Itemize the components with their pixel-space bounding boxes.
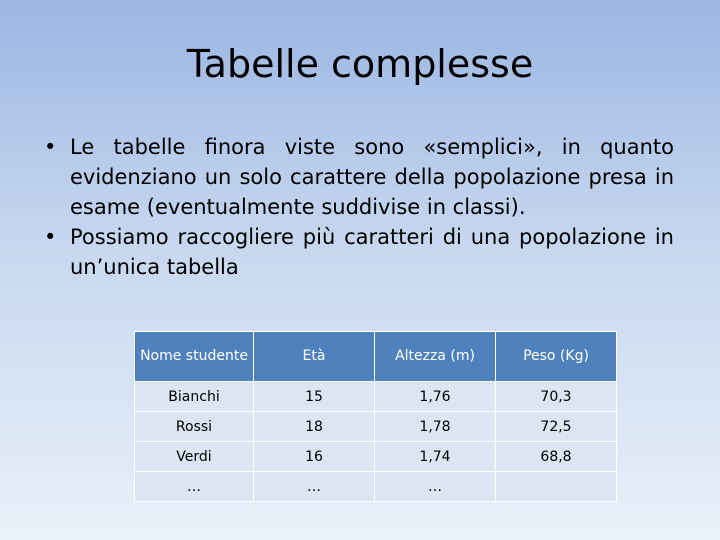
table-row	[135, 382, 617, 412]
table-cell: 70,3	[496, 382, 617, 412]
table-cell: 16	[254, 442, 375, 472]
header-altezza: Altezza (m)	[375, 332, 496, 382]
student-table	[134, 331, 617, 502]
slide-title: Tabelle complesse	[186, 42, 534, 86]
table-cell: Verdi	[135, 442, 254, 472]
header-peso: Peso (Kg)	[496, 332, 617, 382]
table-cell: Bianchi	[135, 382, 254, 412]
table-cell: 18	[254, 412, 375, 442]
table-cell: 1,78	[375, 412, 496, 442]
bullet-item	[44, 222, 674, 282]
table-header-row	[135, 332, 617, 382]
bullet-icon: •	[44, 135, 57, 159]
table-row	[135, 442, 617, 472]
table-row	[135, 412, 617, 442]
header-eta: Età	[254, 332, 375, 382]
table-cell: Rossi	[135, 412, 254, 442]
table-row	[135, 472, 617, 502]
bullet-item	[44, 132, 674, 222]
header-nome-studente: Nome studente	[135, 332, 254, 382]
bullet-text: Le tabelle finora viste sono «semplici», in quanto evidenziano un solo carattere della popolazione presa in esame (eventualmente suddivise in classi).	[70, 135, 674, 219]
table-cell: 68,8	[496, 442, 617, 472]
table-cell: 72,5	[496, 412, 617, 442]
bullet-list	[44, 132, 674, 282]
table-cell: 1,74	[375, 442, 496, 472]
table-cell: …	[135, 472, 254, 502]
table-cell	[496, 472, 617, 502]
table-cell: 15	[254, 382, 375, 412]
bullet-icon: •	[44, 225, 57, 249]
bullet-text: Possiamo raccogliere più caratteri di una popolazione in un’unica tabella	[70, 225, 674, 279]
table-cell: 1,76	[375, 382, 496, 412]
table-cell: …	[375, 472, 496, 502]
table-cell: …	[254, 472, 375, 502]
